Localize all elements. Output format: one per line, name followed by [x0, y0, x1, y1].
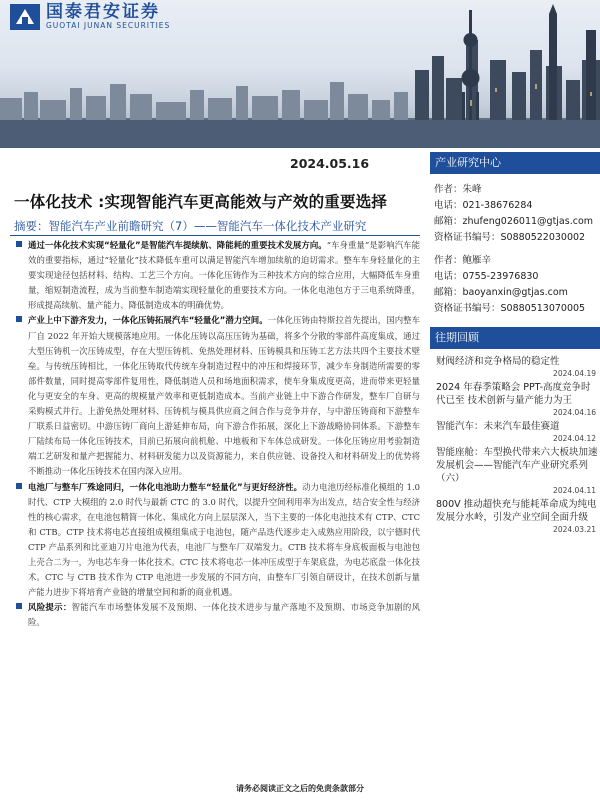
past-report-date: 2024.04.19 [553, 369, 596, 378]
contact-spacer [434, 246, 600, 253]
report-subtitle: 摘要：智能汽车产业前瞻研究（7）——智能汽车一体化技术产业研究 [14, 219, 367, 233]
past-report-title[interactable]: 智能汽车：未来汽车最佳赛道 [436, 421, 560, 432]
analyst-2-phone: 电话：0755-23976830 [434, 271, 539, 282]
bullet-square-icon [16, 603, 22, 609]
past-report-date: 2024.04.11 [553, 486, 596, 495]
past-reports-heading: 往期回顾 [430, 327, 600, 349]
paragraph-text: 一体化压铸由特斯拉首先提出，国内整车厂自 2022 年开始大规模落地应用。一体化压铸以高压压铸为基础，将多个分散的零部件高度集成，通过大型压铸机一次压铸成型，存在大型压铸机、免热处理材料、压铸模具和压铸工艺方法共四个主要技术壁垒。与传统压铸相比，一体化压铸取代传统车身制造过程中的冲压和焊接环节，减少车身制造所需要的零部件数量，同时提高零部件复用性，降低制造人员和场地面积需求，使车身集成度更高，进而带来更轻量化与更安全的车身、更高的规模量产效率和更低制造成本。当前产业链上中下游合作研发，整车厂自研与采购模式并行。上游免热处理材料、压铸机与模具供应商之间合作与竞争并存，与中游压铸商和下游整车厂联系日益密切。中游压铸厂商向上游延伸布局，向下游合作拓展，深化上下游战略协同体系。下游整车厂陆续布局一体化压铸技术，目前已拓展向前机舱、中地板和下车体总成研发。一体化压铸应用考验制造端工艺研发和量产把握能力、材料研发能力以及资源能力，来自供应链、设备投入和材料研发上的优势将不断推动一体化压铸技术在国内深入应用。 [28, 315, 421, 477]
company-logo-icon [10, 4, 40, 30]
paragraph-lead: 产业上中下游齐发力，一体化压铸拓展汽车“轻量化”潜力空间。 [28, 315, 268, 326]
summary-paragraph-3 [16, 480, 420, 601]
past-report-item[interactable] [436, 381, 600, 418]
title-divider [10, 235, 420, 236]
past-report-item[interactable] [436, 355, 600, 379]
paragraph-lead: 电池厂与整车厂殊途同归，一体化电池助力整车“轻量化”与更好经济性。 [28, 481, 303, 492]
analyst-1-email[interactable]: 邮箱：zhufeng026011@gtjas.com [434, 216, 594, 227]
bullet-square-icon [16, 483, 22, 489]
cover-banner [0, 0, 600, 148]
past-report-item[interactable] [436, 420, 600, 444]
past-report-item[interactable] [436, 498, 600, 535]
bullet-square-icon [16, 241, 22, 247]
logo-english-name: GUOTAI JUNAN SECURITIES [46, 21, 171, 30]
report-body [16, 238, 420, 630]
past-report-date: 2024.04.16 [553, 408, 596, 417]
past-report-title[interactable]: 2024 年春季策略会 PPT-高度竞争时代已至 技术创新与量产能力为王 [436, 382, 591, 406]
summary-paragraph-1 [16, 238, 420, 313]
past-reports-section [430, 327, 600, 535]
research-center-heading: 产业研究中心 [430, 152, 600, 174]
past-report-item[interactable] [436, 446, 600, 496]
disclaimer-footer: 请务必阅读正文之后的免责条款部分 [236, 784, 364, 793]
analyst-contacts [430, 174, 600, 317]
past-report-date: 2024.03.21 [553, 525, 596, 534]
analyst-1-author: 作者：朱峰 [434, 184, 482, 195]
paragraph-lead: 风险提示： [28, 602, 72, 613]
company-logo [10, 3, 170, 30]
past-reports-list [430, 349, 600, 535]
report-title: 一体化技术 :实现智能汽车更高能效与产效的重要选择 [14, 193, 388, 211]
report-date: 2024.05.16 [290, 156, 370, 171]
logo-chinese-name: 国泰君安证券 [46, 2, 160, 22]
analyst-1-cert: 资格证书编号：S0880522030002 [434, 232, 586, 243]
analyst-2-author: 作者：鲍雁辛 [434, 255, 492, 266]
past-report-title[interactable]: 800V 推动超快充与能耗革命成为纯电发展分水岭，引发产业空间全面升级 [436, 499, 597, 523]
past-report-date: 2024.04.12 [553, 434, 596, 443]
report-sidebar [430, 152, 600, 537]
paragraph-text: 智能汽车市场整体发展不及预期、一体化技术进步与量产落地不及预期、市场竞争加剧的风险。 [28, 602, 420, 628]
paragraph-text: “车身重量”是影响汽车能效的重要指标，通过“轻量化”技术降低车重可以满足智能汽车增加续航的迫切需求。整车车身轻量化的主要实现途径包括材料、结构、工艺三个方向。一体化压铸作为三种技术方向的综合应用，大幅降低车身重量，缩短制造流程，成为当前整车制造端实现轻量化的重要技术方向。一体化电池包方于三电系统降重，形成提高续航、量产能力、降低制造成本的明确优势。 [28, 240, 420, 311]
past-report-title[interactable]: 智能座舱：车型换代带来六大板块加速发展机会——智能汽车产业研究系列（六） [436, 447, 598, 484]
summary-paragraph-2 [16, 313, 420, 479]
past-report-title[interactable]: 财阀经济和竞争格局的稳定性 [436, 356, 560, 367]
analyst-2-cert: 资格证书编号：S0880513070005 [434, 303, 586, 314]
analyst-2-email[interactable]: 邮箱：baoyanxin@gtjas.com [434, 287, 568, 298]
risk-warning-paragraph [16, 600, 420, 630]
analyst-1-phone: 电话：021-38676284 [434, 200, 533, 211]
paragraph-text: 动力电池历经标准化模组的 1.0 时代、CTP 大模组的 2.0 时代与最新 CTC 的 3.0 时代，以提升空间利用率为出发点，结合安全性与经济性的核心需求，在电池包精简一体化、集成化方向上层层深入，当下主要的一体化电池技术有 CTP、CTC 和 CTB。CTP 技术将电芯直接组成模组集成于电池包，随产品迭代逐步走入成熟应用阶段，以宁德时代 CTP 产品系列和比亚迪刀片电池为代表，电池厂与整车厂双端发力。CTB 技术将车身底板面板与电池包上壳合二为一，为电芯车身一体化技术。CTC 技术将电芯一体冲压成型于车架底盘，为电芯底盘一体化技术。CTC 与 CTB 技术作为 CTP 电池进一步发展的不同方向，由整车厂引领自研设计，在技术创新与量产能力进步下将培育产业链的增量空间和新的商业机遇。 [28, 481, 420, 598]
paragraph-lead: 通过一体化技术实现“轻量化”是智能汽车提续航、降能耗的重要技术发展方向。 [28, 240, 327, 250]
bullet-square-icon [16, 316, 22, 322]
